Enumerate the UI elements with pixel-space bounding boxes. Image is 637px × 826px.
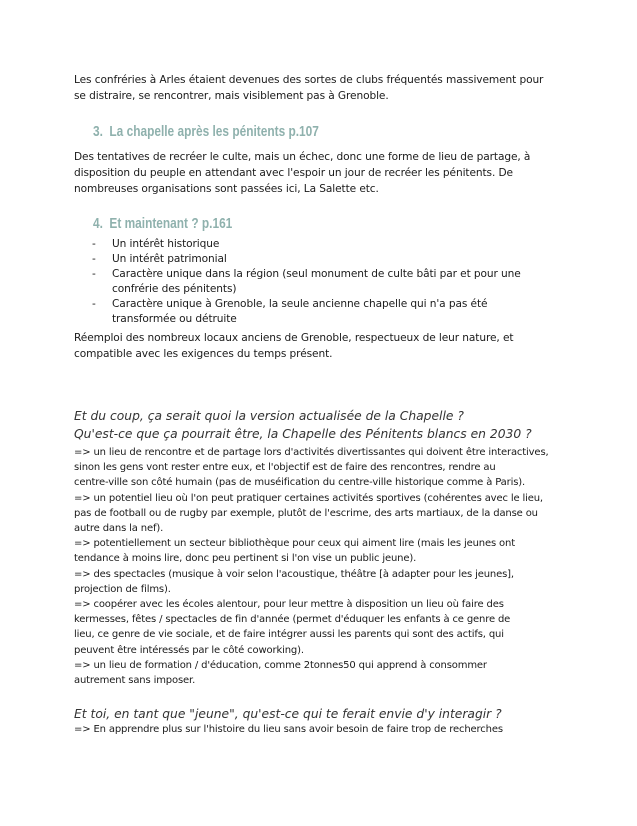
idea-line: autrement sans imposer. [74,675,196,687]
idea-line: => un lieu de rencontre et de partage lors d'activités divertissantes qui doivent être interactives, [74,447,549,458]
question-line: Qu'est-ce que ça pourrait être, la Chapelle des Pénitents blancs en 2030 ? [74,427,532,441]
list-item-text: Un intérêt historique [112,238,220,250]
idea-line: sinon les gens vont rester entre eux, et l'objectif est de faire des rencontres, rendre au [74,462,496,474]
idea-line: peuvent être intéressés par le côté coworking). [74,644,304,656]
idea-line: => potentiellement un secteur bibliothèque pour ceux qui aiment lire (mais les jeunes ont [74,538,515,550]
text-line: Des tentatives de recréer le culte, mais un échec, donc une forme de lieu de partage, à [74,151,531,163]
section-3-heading [93,124,319,140]
idea-line: projection de films). [74,583,171,595]
dash-bullet: - [92,238,96,250]
section-3-paragraph [74,149,574,197]
dash-bullet: - [92,268,96,280]
answer-paragraph [74,722,574,737]
idea-line: pas de football ou de rugby par exemple, plutôt de l'escrime, des arts martiaux, de la danse ou [74,507,538,519]
list-item [92,237,552,252]
idea-line: => un potentiel lieu où l'on peut pratiquer certaines activités sportives (cohérentes avec le lieu, [74,492,543,504]
text-line: nombreuses organisations sont passées ici, La Salette etc. [74,183,379,195]
list-item-text: confrérie des pénitents) [112,283,237,295]
text-line: Réemploi des nombreux locaux anciens de Grenoble, respectueux de leur nature, et [74,332,514,344]
section-4-paragraph [74,330,574,362]
question-line: Et toi, en tant que "jeune", qu'est-ce qui te ferait envie d'y interagir ? [74,707,502,721]
list-item-text: Un intérêt patrimonial [112,253,227,265]
idea-line: => coopérer avec les écoles alentour, pour leur mettre à disposition un lieu où faire des [74,599,504,611]
list-item-text: transformée ou détruite [112,313,237,325]
dash-bullet: - [92,298,96,310]
text-line: se distraire, se rencontrer, mais visiblement pas à Grenoble. [74,90,389,102]
question-heading [74,407,594,443]
idea-line: kermesses, fêtes / spectacles de fin d'année (permet d'éduquer les enfants à ce genre de [74,614,511,626]
question-2-heading [74,705,594,723]
bullet-list [92,237,552,327]
question-line: Et du coup, ça serait quoi la version actualisée de la Chapelle ? [74,409,464,423]
ideas-list [74,445,574,688]
list-item [92,297,552,327]
idea-line: lieu, ce genre de vie sociale, et de faire intégrer aussi les parents qui sont des actifs, qui [74,629,504,641]
list-item [92,267,552,297]
dash-bullet: - [92,253,96,265]
idea-line: => un lieu de formation / d'éducation, comme 2tonnes50 qui apprend à consommer [74,659,487,671]
list-item [92,252,552,267]
idea-line: tendance à moins lire, donc peu pertinent si l'on vise un public jeune). [74,553,417,565]
text-line: disposition du peuple en attendant avec l'espoir un jour de recréer les pénitents. De [74,167,513,179]
section-number: 4. [93,216,103,232]
intro-paragraph [74,72,574,104]
list-item-text: Caractère unique dans la région (seul monument de culte bâti par et pour une [112,268,521,280]
section-4-heading [93,216,232,232]
text-line: compatible avec les exigences du temps présent. [74,348,333,360]
section-title: La chapelle après les pénitents p.107 [109,124,319,140]
section-title: Et maintenant ? p.161 [109,216,233,232]
text-line: Les confréries à Arles étaient devenues des sortes de clubs fréquentés massivement pour [74,74,544,86]
idea-line: autre dans la nef). [74,523,164,535]
idea-line: => des spectacles (musique à voir selon l'acoustique, théâtre [à adapter pour les jeunes], [74,568,514,580]
idea-line: centre-ville son côté humain (pas de muséification du centre-ville historique comme à Paris). [74,477,526,489]
section-number: 3. [93,124,103,140]
list-item-text: Caractère unique à Grenoble, la seule ancienne chapelle qui n'a pas été [112,298,488,310]
answer-line: => En apprendre plus sur l'histoire du lieu sans avoir besoin de faire trop de recherches [74,724,503,735]
